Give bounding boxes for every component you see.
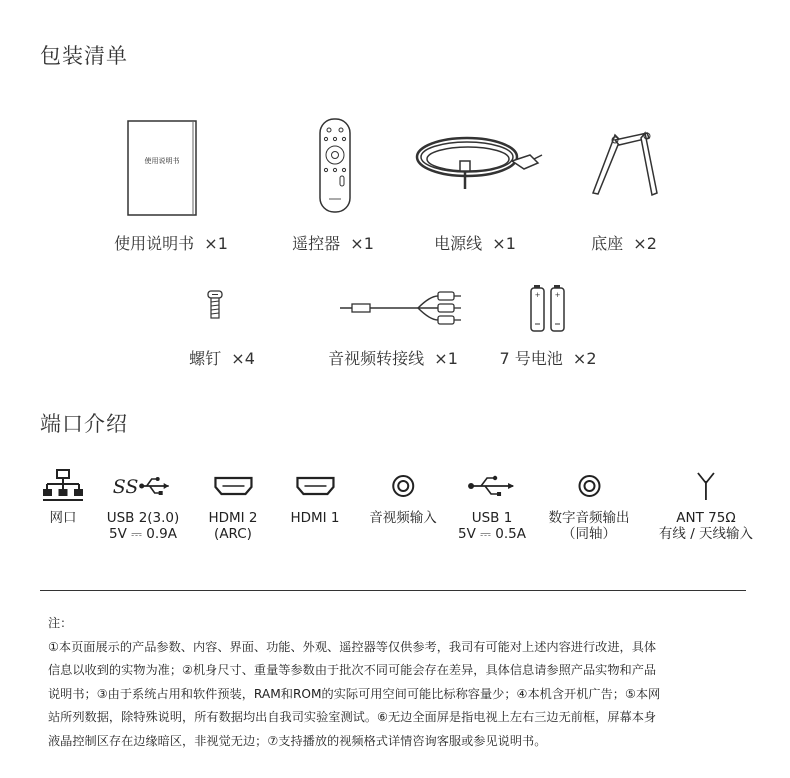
port-antenna-note: 有线 / 天线输入: [658, 526, 754, 542]
port-hdmi2-label: HDMI 2: [208, 510, 258, 526]
item-label-battery: 7 号电池 ×2: [499, 349, 597, 368]
hdmi-icon: [213, 475, 253, 497]
port-usb1-label: USB 1: [471, 510, 513, 526]
notes-line: ①本页面展示的产品参数、内容、界面、功能、外观、遥控器等仅供参考，我司有可能对上述内容进行改进，具体: [48, 639, 657, 654]
power-cord-image: [412, 133, 547, 197]
svg-text:SS: SS: [112, 476, 139, 498]
manual-image: [127, 120, 197, 216]
port-av-input-label: 音视频输入: [369, 510, 437, 526]
stand-image: [585, 125, 665, 204]
port-antenna: [659, 468, 753, 542]
notes-heading: 注：: [48, 616, 73, 630]
battery-image: [529, 284, 567, 336]
port-network: [43, 468, 83, 526]
notes-block: [48, 612, 748, 753]
package-section-title: 包装清单: [40, 44, 128, 68]
notes-line: 信息以收到的实物为准；②机身尺寸、重量等参数由于批次不同可能会存在差异，具体信息请参照产品实物和产品: [48, 663, 657, 677]
port-coaxial-note: （同轴）: [562, 526, 616, 542]
port-hdmi1-label: HDMI 1: [290, 510, 340, 526]
port-antenna-label: ANT 75Ω: [676, 510, 736, 526]
item-label-screw: 螺钉 ×4: [189, 349, 255, 368]
stand-icon: [585, 125, 665, 200]
manual-booklet-text: 使用说明书: [144, 157, 180, 165]
av-input-icon: [391, 474, 415, 498]
section-divider: [40, 590, 746, 591]
item-label-av-cable: 音视频转接线 ×1: [328, 349, 458, 368]
av-adapter-cable-icon: [338, 290, 464, 326]
coaxial-icon: [577, 474, 601, 498]
item-label-manual: 使用说明书 ×1: [114, 234, 228, 253]
battery-icon: [529, 284, 567, 332]
svg-text:+: +: [554, 291, 561, 299]
port-usb1-spec: 5V ⎓ 0.5A: [458, 526, 526, 542]
hdmi-icon: [295, 475, 335, 497]
notes-line: 说明书；③由于系统占用和软件预装，RAM和ROM的实际可用空间可能比标称容量少；④本机含开机广告；⑤本网: [48, 686, 661, 701]
port-coaxial-label: 数字音频输出: [548, 510, 630, 526]
port-coaxial: [549, 468, 630, 542]
notes-line: 液晶控制区存在边缘暗区，非视觉无边；⑦支持播放的视频格式详情咨询客服或参见说明书。: [48, 733, 547, 748]
item-label-power-cord: 电源线 ×1: [434, 234, 516, 253]
item-label-stand: 底座 ×2: [591, 234, 657, 253]
svg-text:+: +: [534, 291, 541, 299]
notes-line: 站所列数据，除特殊说明，所有数据均出自我司实验室测试。⑥无边全面屏是指电视上左右三边无前框，屏幕本身: [48, 710, 657, 724]
network-icon: [43, 469, 83, 503]
screw-icon: [207, 290, 223, 322]
power-cord-icon: [412, 133, 547, 193]
port-usb2-label: USB 2(3.0): [106, 510, 180, 526]
screw-image: [207, 290, 223, 326]
port-network-label: 网口: [49, 510, 77, 526]
ports-section-title: 端口介绍: [40, 412, 128, 436]
antenna-icon: [695, 471, 717, 501]
usb-icon: [467, 473, 517, 499]
port-usb1: [458, 468, 526, 542]
manual-booklet-icon: [127, 120, 197, 216]
port-usb2: [107, 468, 180, 542]
port-hdmi2-note: (ARC): [214, 526, 252, 542]
remote-control-icon: [318, 118, 352, 214]
item-label-remote: 遥控器 ×1: [292, 234, 374, 253]
port-av-input: [369, 468, 437, 526]
remote-image: [318, 118, 352, 218]
port-usb2-spec: 5V ⎓ 0.9A: [109, 526, 177, 542]
av-cable-image: [338, 290, 464, 330]
port-hdmi1: [290, 468, 339, 526]
port-hdmi2: [208, 468, 257, 542]
usb3-icon: [113, 471, 173, 501]
